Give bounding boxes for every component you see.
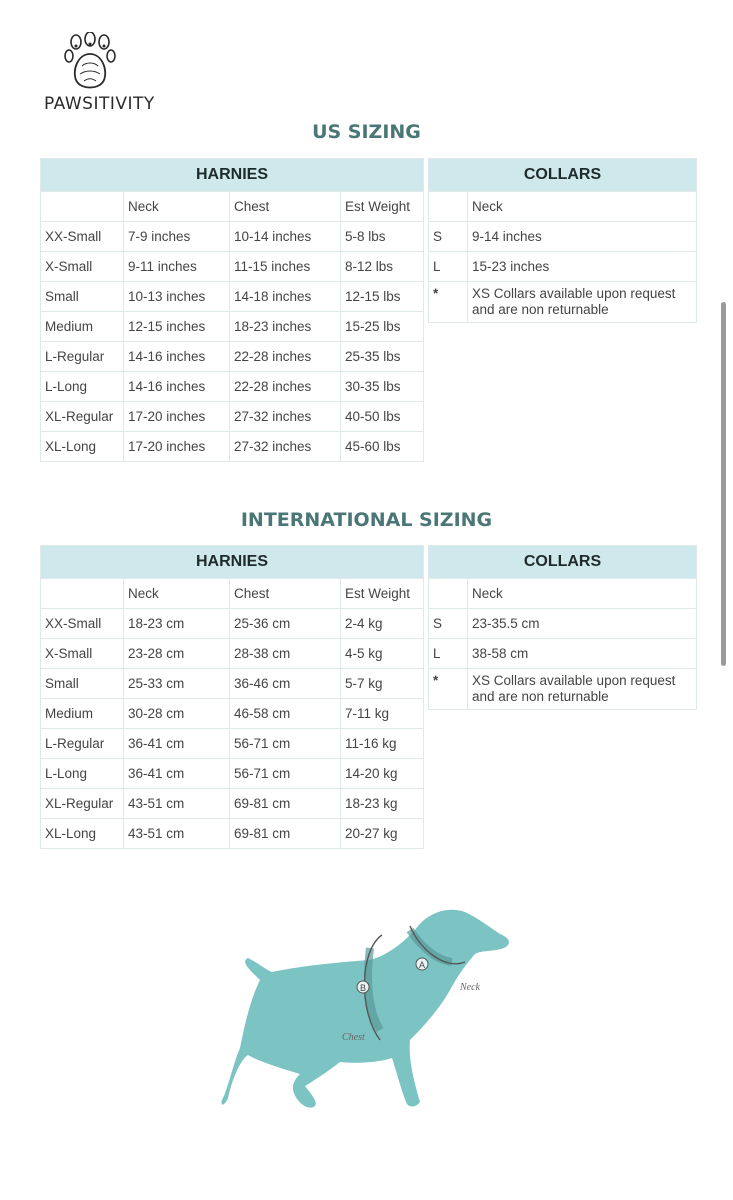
- col-header: [41, 579, 124, 609]
- chest-cell: 22-28 inches: [230, 372, 341, 402]
- weight-cell: 12-15 lbs: [341, 282, 424, 312]
- neck-cell: 12-15 inches: [124, 312, 230, 342]
- col-header: Est Weight: [341, 579, 424, 609]
- size-cell: XL-Regular: [41, 402, 124, 432]
- table-row: [429, 222, 697, 252]
- intl-harness-header: HARNIES: [41, 546, 424, 579]
- chest-cell: 11-15 inches: [230, 252, 341, 282]
- table-row: [41, 759, 424, 789]
- chest-cell: 56-71 cm: [230, 729, 341, 759]
- chest-cell: 27-32 inches: [230, 432, 341, 462]
- size-cell: Medium: [41, 312, 124, 342]
- table-row: [429, 639, 697, 669]
- note-cell: XS Collars available upon request and are non returnable: [468, 282, 697, 323]
- size-cell: XX-Small: [41, 222, 124, 252]
- neck-cell: 17-20 inches: [124, 432, 230, 462]
- scrollbar[interactable]: [721, 302, 726, 666]
- weight-cell: 2-4 kg: [341, 609, 424, 639]
- table-row: [41, 432, 424, 462]
- col-header: Neck: [124, 192, 230, 222]
- chest-cell: 69-81 cm: [230, 819, 341, 849]
- intl-collars-table: [428, 545, 697, 710]
- table-row: [41, 729, 424, 759]
- table-row: [429, 282, 697, 323]
- table-row: [41, 819, 424, 849]
- size-cell: L-Long: [41, 759, 124, 789]
- paw-logo-icon: [64, 32, 116, 92]
- neck-cell: 43-51 cm: [124, 789, 230, 819]
- chest-cell: 14-18 inches: [230, 282, 341, 312]
- weight-cell: 8-12 lbs: [341, 252, 424, 282]
- col-header: [429, 579, 468, 609]
- table-row: [41, 639, 424, 669]
- note-marker: *: [429, 669, 468, 710]
- table-row: [41, 789, 424, 819]
- col-header: Neck: [468, 192, 697, 222]
- weight-cell: 7-11 kg: [341, 699, 424, 729]
- chest-cell: 18-23 inches: [230, 312, 341, 342]
- size-cell: X-Small: [41, 639, 124, 669]
- brand-name: PAWSITIVITY: [44, 94, 155, 114]
- neck-cell: 36-41 cm: [124, 729, 230, 759]
- size-cell: Small: [41, 669, 124, 699]
- intl-collars-header: COLLARS: [429, 546, 697, 579]
- table-header-row: [429, 579, 697, 609]
- weight-cell: 25-35 lbs: [341, 342, 424, 372]
- note-marker: *: [429, 282, 468, 323]
- us-collars-header: COLLARS: [429, 159, 697, 192]
- neck-cell: 23-35.5 cm: [468, 609, 697, 639]
- chest-cell: 46-58 cm: [230, 699, 341, 729]
- chest-cell: 22-28 inches: [230, 342, 341, 372]
- table-row: [429, 669, 697, 710]
- size-cell: XL-Long: [41, 432, 124, 462]
- us-harness-table: [40, 158, 424, 462]
- weight-cell: 20-27 kg: [341, 819, 424, 849]
- us-sizing-title: US SIZING: [312, 121, 421, 143]
- table-row: [41, 669, 424, 699]
- table-row: [429, 609, 697, 639]
- weight-cell: 11-16 kg: [341, 729, 424, 759]
- size-cell: Small: [41, 282, 124, 312]
- chest-label: Chest: [342, 1032, 365, 1043]
- neck-cell: 14-16 inches: [124, 372, 230, 402]
- weight-cell: 5-7 kg: [341, 669, 424, 699]
- weight-cell: 18-23 kg: [341, 789, 424, 819]
- col-header: Neck: [468, 579, 697, 609]
- size-cell: L: [429, 639, 468, 669]
- size-cell: XL-Long: [41, 819, 124, 849]
- neck-cell: 9-11 inches: [124, 252, 230, 282]
- col-header: Chest: [230, 192, 341, 222]
- table-row: [41, 609, 424, 639]
- table-header-row: [429, 192, 697, 222]
- table-row: [41, 312, 424, 342]
- neck-cell: 38-58 cm: [468, 639, 697, 669]
- weight-cell: 45-60 lbs: [341, 432, 424, 462]
- neck-cell: 10-13 inches: [124, 282, 230, 312]
- chest-cell: 10-14 inches: [230, 222, 341, 252]
- size-cell: S: [429, 222, 468, 252]
- neck-cell: 30-28 cm: [124, 699, 230, 729]
- dog-measurement-diagram: [220, 890, 520, 1115]
- table-row: [41, 402, 424, 432]
- neck-cell: 43-51 cm: [124, 819, 230, 849]
- label-b: B: [359, 983, 367, 993]
- weight-cell: 14-20 kg: [341, 759, 424, 789]
- table-row: [429, 252, 697, 282]
- table-row: [41, 342, 424, 372]
- table-header-row: [41, 579, 424, 609]
- weight-cell: 4-5 kg: [341, 639, 424, 669]
- weight-cell: 30-35 lbs: [341, 372, 424, 402]
- chest-cell: 36-46 cm: [230, 669, 341, 699]
- chest-cell: 56-71 cm: [230, 759, 341, 789]
- weight-cell: 15-25 lbs: [341, 312, 424, 342]
- chest-cell: 69-81 cm: [230, 789, 341, 819]
- chest-cell: 25-36 cm: [230, 609, 341, 639]
- neck-cell: 7-9 inches: [124, 222, 230, 252]
- size-cell: Medium: [41, 699, 124, 729]
- col-header: Est Weight: [341, 192, 424, 222]
- brand-logo: [40, 32, 155, 122]
- col-header: Neck: [124, 579, 230, 609]
- table-row: [41, 222, 424, 252]
- table-row: [41, 372, 424, 402]
- neck-cell: 15-23 inches: [468, 252, 697, 282]
- us-harness-header: HARNIES: [41, 159, 424, 192]
- neck-cell: 25-33 cm: [124, 669, 230, 699]
- neck-cell: 17-20 inches: [124, 402, 230, 432]
- col-header: [429, 192, 468, 222]
- table-row: [41, 282, 424, 312]
- weight-cell: 5-8 lbs: [341, 222, 424, 252]
- neck-label: Neck: [460, 982, 480, 993]
- chest-cell: 27-32 inches: [230, 402, 341, 432]
- col-header: [41, 192, 124, 222]
- size-cell: L-Long: [41, 372, 124, 402]
- intl-sizing-title: INTERNATIONAL SIZING: [240, 509, 493, 531]
- chest-cell: 28-38 cm: [230, 639, 341, 669]
- dog-silhouette-icon: [221, 910, 508, 1108]
- size-cell: L: [429, 252, 468, 282]
- us-collars-table: [428, 158, 697, 323]
- neck-cell: 14-16 inches: [124, 342, 230, 372]
- size-cell: XL-Regular: [41, 789, 124, 819]
- neck-cell: 36-41 cm: [124, 759, 230, 789]
- size-cell: L-Regular: [41, 342, 124, 372]
- neck-cell: 23-28 cm: [124, 639, 230, 669]
- size-cell: L-Regular: [41, 729, 124, 759]
- size-cell: XX-Small: [41, 609, 124, 639]
- neck-cell: 18-23 cm: [124, 609, 230, 639]
- size-cell: X-Small: [41, 252, 124, 282]
- col-header: Chest: [230, 579, 341, 609]
- table-header-row: [41, 192, 424, 222]
- intl-harness-table: [40, 545, 424, 849]
- size-cell: S: [429, 609, 468, 639]
- table-row: [41, 699, 424, 729]
- weight-cell: 40-50 lbs: [341, 402, 424, 432]
- table-row: [41, 252, 424, 282]
- note-cell: XS Collars available upon request and are non returnable: [468, 669, 697, 710]
- label-a: A: [418, 960, 426, 970]
- neck-cell: 9-14 inches: [468, 222, 697, 252]
